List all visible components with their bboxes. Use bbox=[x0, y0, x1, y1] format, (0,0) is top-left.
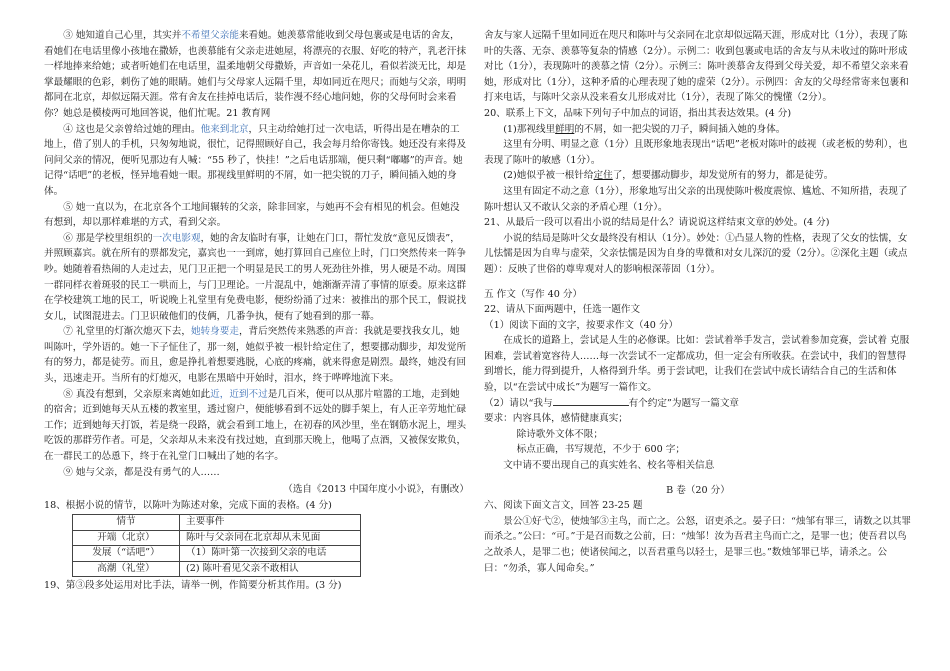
table-cell: 陈叶与父亲同在北京却从未见面 bbox=[180, 530, 361, 545]
requirement-item: 标点正确，书写规范，不少于 600 字； bbox=[516, 444, 685, 456]
section-6-heading: 六、阅读下面文言文，回答 23-25 题 bbox=[484, 500, 643, 512]
left-column bbox=[44, 28, 469, 594]
right-column bbox=[484, 28, 912, 576]
question-22-option-1: （1）阅读下面的文字，按要求作文（40 分） bbox=[484, 319, 679, 331]
highlight-6: 一次电影观 bbox=[152, 232, 201, 244]
question-18: 18、根据小说的情节，以陈叶为陈述对象，完成下面的表格。(4 分) bbox=[44, 499, 332, 511]
paragraph-6: ⑥ 那是学校里组织的一次电影观，她的舍友临时有事，让她在门口，帮忙发放“意见反馈表”，并照顾嘉宾。就在所有的票都发完，嘉宾也一一到席，她打算回自己座位上时，门口突然传来一阵争吵。她随着看热闹的人走过去，见门卫正把一个明显是民工的男人死劲往外推，男人硬是不动。周围一群同样衣着斑驳的民工一哄而上，与门卫理论。一片混乱中，她渐渐弄清了事情的原委。原来这群在学校建筑工地的民工，听说晚上礼堂里有免费电影，便纷纷涌了过来：被推出的那个民工，假说找女儿，试图混进去。门卫识破他们的伎俩，几番争执，便有了她看到的那一幕。 bbox=[44, 232, 467, 322]
answer-19: 舍友与家人远隔千里如同近在咫尺和陈叶与父亲同在北京却似远隔天涯，形成对比（1分），表现了陈叶的失落、无奈、羡慕等复杂的情感（2分）。示例二：收到包裹或电话的舍友与从未收过的陈叶形成对比（1分），表现陈叶的羡慕之情（2分）。示例三：陈叶羡慕舍友得到父母关爱，却不希望父亲来看她，形成对比（1分），这种矛盾的心理表现了她的虚荣（2分）。示例四：舍友的父母经常寄来包裹和打来电话，与陈叶父亲从没来看女儿形成对比（1分），表现了陈父的愧懂（2分）。 bbox=[484, 30, 909, 104]
highlight-7: 她转身要走 bbox=[190, 326, 239, 338]
table-row bbox=[73, 561, 361, 576]
answer-21: 小说的结局是陈叶父女最终没有相认（1分）。妙处：①凸显人物的性格，表现了父女的怯懦，女儿怯懦是因为自卑与虚荣，父亲怯懦是因为自身的卑微和对女儿深沉的爱（2分）。②深化主题（或点题）：反映了世俗的尊卑观对人的影响根深蒂固（1分）。 bbox=[484, 232, 908, 275]
requirement-item: 文中请不要出现自己的真实姓名、校名等相关信息 bbox=[503, 460, 715, 472]
paragraph-9: ⑨ 她与父亲，都是没有勇气的人…… bbox=[63, 466, 220, 478]
answer-20-1: 这里有分明、明显之意（1分）且既形象地表现出“话吧”老板对陈叶的歧视（或老板的势利），也表现了陈叶的敏感（1分）。 bbox=[484, 139, 908, 166]
section-5-heading: 五 作文（写作 40 分） bbox=[484, 288, 583, 300]
essay-prompt-1: 在成长的道路上，尝试是人生的必修课。比如：尝试着举手发言，尝试着参加竞赛，尝试着 克服困难，尝试着宽容待人……每一次尝试不一定都成功，但一定会有所收获。在尝试中，我们的智慧得到增长，能力得到提升，人格得到升华。勇于尝试吧，让我们在尝试中成长请结合自己的生活和体验，以“在尝试中成长”为题写一篇作文。 bbox=[484, 335, 910, 394]
source-citation: （选自《2013 中国年度小小说》，有删改） bbox=[283, 484, 469, 496]
highlight-8: 近，近到不过 bbox=[210, 388, 268, 400]
table-cell: 高潮（礼堂） bbox=[73, 561, 180, 576]
dotted-word-2: 定住 bbox=[593, 170, 613, 182]
answer-20-2: 这里有固定不动之意（1分），形象地写出父亲的出现使陈叶极度震惊、尴尬、不知所措，表现了陈叶想认又不敢认父亲的矛盾心理（1分）。 bbox=[484, 185, 908, 213]
table-cell: 开端（北京） bbox=[73, 530, 180, 545]
table-header-cell: 主要事件 bbox=[180, 515, 361, 530]
requirements-title: 要求：内容具体，感情健康真实； bbox=[484, 413, 628, 425]
question-20-2: (2)她似乎被一根针给定住了，想要挪动脚步，却发觉所有的努力，都是徒劳。 bbox=[503, 170, 834, 182]
question-21: 21、从最后一段可以看出小说的结局是什么？请说说这样结束文章的妙处。(4 分) bbox=[484, 217, 830, 229]
classical-passage: 景公①好弋②，使烛邹③主鸟，而亡之。公怒，诏吏杀之。晏子曰：“烛邹有罪三，请数之以其罪而杀之。”公曰：“可。”于是召而数之公前，曰：“烛邹！汝为吾君主鸟而亡之，是罪一也；使吾君以鸟之故杀人，是罪二也；使诸侯闻之，以吾君重鸟以轻士，是罪三也。”数烛邹罪已毕，请杀之。公曰：“勿杀，寡人闻命矣。” bbox=[484, 515, 912, 574]
paragraph-8: ⑧ 真没有想到，父亲原来离她如此近，近到不过是几百米，便可以从那片喧嚣的工地，走到她的宿舍；近到她每天从五楼的教室里，透过窗户，便能够看到不远处的脚手架上，有人正辛劳地忙碌工作；近到她每天打饭，若是绕一段路，就会看到工地上，在初春的风沙里，坐在钢筋水泥上，埋头吃饭的那群劳作者。可是，父亲却从未来没有找过她，直到那天晚上，他喝了点酒，又被保安欺负，在一群民工的怂恿下，终于在礼堂门口喊出了她的名字。 bbox=[44, 388, 467, 463]
plot-table bbox=[72, 514, 361, 577]
table-cell: （1）陈叶第一次接到父亲的电话 bbox=[180, 546, 361, 561]
table-header-row bbox=[73, 515, 361, 530]
question-20-1: (1)那视线里鲜明的不屑，如一把尖锐的刀子，瞬间插入她的身体。 bbox=[503, 123, 786, 135]
volume-b-heading: B 卷（20 分） bbox=[666, 484, 730, 496]
paragraph-7: ⑦ 礼堂里的灯渐次熄灭下去，她转身要走，背后突然传来熟悉的声音：我就是要找我女儿，她叫陈叶，学外语的。她一下子怔住了，那一刻，她似乎被一根针给定住了，想要挪动脚步，却发觉所有的努力，都是徒劳。而且，愈是挣扎着想要逃脱，心底的疼痛，就来得愈是剧烈。最终，她没有回头，迅速走开。当所有的灯熄灭，电影在黑暗中开始时，泪水，终于哗哗地流下来。 bbox=[44, 326, 467, 385]
table-row bbox=[73, 530, 361, 545]
question-22-option-2: （2）请以“我与 有个约定”为题写一篇文章 bbox=[484, 397, 740, 409]
table-row bbox=[73, 546, 361, 561]
question-19: 19、第③段多处运用对比手法，请举一例，作简要分析其作用。(3 分) bbox=[44, 580, 342, 592]
highlight-3: 不希望父亲能 bbox=[181, 30, 239, 41]
table-cell: 发展（“话吧”） bbox=[73, 546, 180, 561]
highlight-4: 他来到北京 bbox=[200, 123, 249, 135]
paragraph-5: ⑤ 她一直以为，在北京各个工地间辗转的父亲，除非回家，与她再不会有相见的机会。但她没有想到，却以那样难堪的方式，看到父亲。 bbox=[44, 201, 460, 229]
dotted-word-1: 鲜明 bbox=[555, 123, 575, 135]
question-22: 22、请从下面两题中，任选一题作文 bbox=[484, 304, 641, 316]
question-20: 20、联系上下文，品味下列句子中加点的词语，指出其表达效果。(4 分) bbox=[484, 107, 792, 119]
requirement-item: 除诗歌外文体不限； bbox=[516, 428, 603, 440]
fill-blank-line bbox=[553, 396, 629, 406]
table-cell: (2) 陈叶看见父亲不敢相认 bbox=[180, 561, 361, 576]
paragraph-4: ④ 这也是父亲曾给过她的理由。他来到北京，只主动给她打过一次电话，听得出是在嘈杂的工地上，借了别人的手机，只匆匆地说，很忙，记得照顾好自己，我会每月给你寄钱。她还没有来得及问问父亲的情况，便听见那边有人喊：“55 秒了，快挂！”之后电话那端，便只剩“嘟嘟”的声音。她记得“话吧”的老板，怪异地看她一眼。那视线里鲜明的不屑，如一把尖锐的刀子，瞬间插入她的身体。 bbox=[44, 123, 467, 197]
table-header-cell: 情节 bbox=[73, 515, 180, 530]
paragraph-3: ③ 她知道自己心里，其实并不希望父亲能来看她。她羡慕常能收到父母包裹或是电话的舍友，看她们在电话里像小孩地在撒娇，也羡慕能有父亲走进她屋，将漂亮的衣服、好吃的特产，乳老汗抹一样地捧来给她；或者听她们在电话里，温柔地朝父母撒娇，声音如一朵花儿，看似若淡无比，却是掌最耀眼的色彩，刺伤了她的眼睛。她们与父母家人远隔千里，却如同近在咫尺；而她与父亲，明明都同在北京，却似远隔天涯。常有舍友在挂掉电话后，装作漫不经心地问她，你的父母何时会来看你？她总是模棱两可地回答说，他们忙呢。21 教育网 bbox=[44, 30, 467, 119]
